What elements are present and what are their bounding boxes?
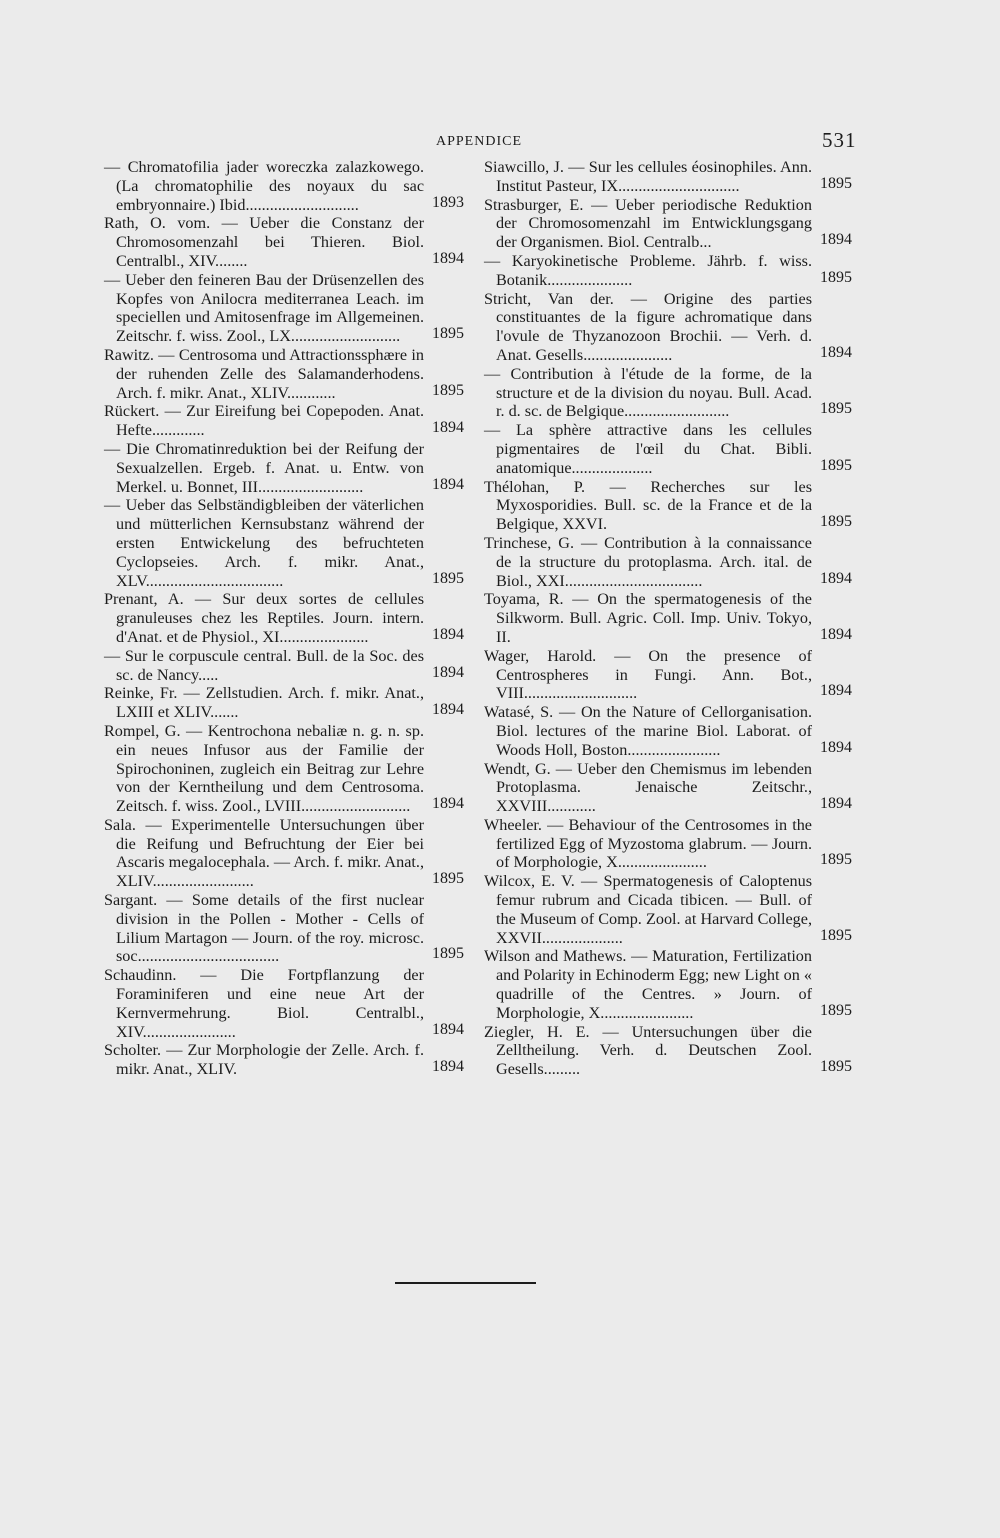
entry-year: 1895 <box>820 513 852 531</box>
bibliography-entry <box>104 590 464 646</box>
bibliography-entry <box>484 365 852 421</box>
page-header <box>0 128 1000 158</box>
entry-year: 1895 <box>820 926 852 944</box>
entry-year: 1894 <box>432 475 464 493</box>
entry-citation: Toyama, R. — On the spermatogenesis of the Silkworm. Bull. Agric. Coll. Imp. Univ. Tokyo, II. <box>484 590 812 646</box>
end-rule <box>395 1282 536 1284</box>
entry-citation: Wheeler. — Behaviour of the Centrosomes in the fertilized Egg of Myzostoma glabrum. — Journ. of Morphologie, X...................... <box>484 815 812 872</box>
entry-year: 1895 <box>432 569 464 587</box>
entry-citation: — Chromatofilia jader woreczka zalazkowego. (La chromatophilie des noyaux du sac embryonnaire.) Ibid............................ <box>104 158 424 214</box>
entry-citation: Stricht, Van der. — Origine des parties constituantes de la figure achromatique dans l'ovule de Thyzanozoon Brochii. — Verh. d. Anat. Gesells...................... <box>484 289 812 364</box>
entry-year: 1894 <box>820 682 852 700</box>
entry-citation: Sala. — Experimentelle Untersuchungen über die Reifung und Befruchtung der Eier bei Ascaris megalocephala. — Arch. f. mikr. Anat., XLIV......................... <box>104 815 424 891</box>
entry-citation: Scholter. — Zur Morphologie der Zelle. Arch. f. mikr. Anat., XLIV. <box>104 1041 424 1079</box>
bibliography-entry <box>104 496 464 590</box>
entry-citation: Trinchese, G. — Contribution à la connaissance de la structure du protoplasma. Arch. ital. de Biol., XXI.................................. <box>484 533 812 590</box>
entry-citation: Siawcillo, J. — Sur les cellules éosinophiles. Ann. Institut Pasteur, IX.............................. <box>484 158 812 195</box>
bibliography-entry <box>104 647 464 685</box>
entry-citation: — Contribution à l'étude de la forme, de la structure et de la division du noyau. Bull. Acad. r. d. sc. de Belgique.......................... <box>484 364 812 421</box>
bibliography-entry <box>484 872 852 947</box>
entry-citation: — Die Chromatinreduktion bei der Reifung der Sexualzellen. Ergeb. f. Anat. u. Entw. von Merkel. u. Bonnet, III.......................... <box>104 439 424 496</box>
entry-citation: Thélohan, P. — Recherches sur les Myxosporidies. Bull. sc. de la France et de la Belgique, XXVI. <box>484 477 812 534</box>
bibliography-entry <box>484 590 852 646</box>
entry-year: 1894 <box>432 249 464 267</box>
bibliography-entry <box>104 1041 464 1079</box>
running-title: APPENDICE <box>436 134 523 149</box>
entry-citation: Reinke, Fr. — Zellstudien. Arch. f. mikr. Anat., LXIII et XLIV....... <box>104 684 424 722</box>
bibliography-entry <box>484 196 852 252</box>
bibliography-entry <box>104 684 464 722</box>
entry-year: 1895 <box>820 268 852 286</box>
entry-year: 1894 <box>432 419 464 437</box>
entry-citation: Rawitz. — Centrosoma und Attractionssphære in der ruhenden Zelle des Salamanderhodens. Arch. f. mikr. Anat., XLIV............ <box>104 345 424 402</box>
entry-year: 1894 <box>432 1058 464 1076</box>
entry-year: 1895 <box>820 456 852 474</box>
bibliography-entry <box>484 1023 852 1079</box>
entry-citation: Wager, Harold. — On the presence of Centrospheres in Fungi. Ann. Bot., VIII............................ <box>484 646 812 703</box>
bibliography-entry <box>484 703 852 759</box>
entry-citation: — Sur le corpuscule central. Bull. de la Soc. des sc. de Nancy..... <box>104 646 424 684</box>
entry-year: 1894 <box>820 795 852 813</box>
entry-year: 1895 <box>432 870 464 888</box>
entry-year: 1894 <box>432 701 464 719</box>
page-number: 531 <box>822 128 857 152</box>
entry-year: 1894 <box>432 663 464 681</box>
bibliography-entry <box>484 760 852 816</box>
bibliography-entry <box>104 346 464 402</box>
entry-citation: — La sphère attractive dans les cellules pigmentaires de l'œil du Chat. Bibli. anatomique.................... <box>484 421 812 477</box>
entry-year: 1895 <box>820 1058 852 1076</box>
bibliography-entry <box>104 966 464 1041</box>
entry-year: 1894 <box>432 795 464 813</box>
bibliography-entry <box>484 421 852 477</box>
bibliography-entry <box>104 214 464 270</box>
bibliography-entry <box>104 722 464 816</box>
entry-citation: Wendt, G. — Ueber den Chemismus im lebenden Protoplasma. Jenaische Zeitschr., XXVIII............ <box>484 759 812 816</box>
bibliography-entry <box>104 891 464 966</box>
entry-citation: Strasburger, E. — Ueber periodische Reduktion der Chromosomenzahl im Entwicklungsgang der Organismen. Biol. Centralb... <box>484 195 812 252</box>
entry-year: 1894 <box>820 343 852 361</box>
entry-year: 1894 <box>820 738 852 756</box>
entry-year: 1894 <box>820 569 852 587</box>
entry-citation: Prenant, A. — Sur deux sortes de cellules granuleuses chez les Reptiles. Journ. intern. d'Anat. et de Physiol., XI...................... <box>104 590 424 646</box>
entry-year: 1895 <box>820 174 852 192</box>
entry-year: 1894 <box>820 231 852 249</box>
entry-year: 1895 <box>820 1001 852 1019</box>
bibliography-entry <box>484 158 852 196</box>
entry-year: 1893 <box>432 193 464 211</box>
bibliography-entry <box>104 440 464 496</box>
bibliography-entry <box>484 534 852 590</box>
entry-year: 1894 <box>432 625 464 643</box>
entry-citation: Schaudinn. — Die Fortpflanzung der Foraminiferen und eine neue Art der Kernvermehrung. Biol. Centralbl., XIV....................... <box>104 966 424 1041</box>
bibliography-entry <box>104 271 464 346</box>
entry-year: 1895 <box>820 851 852 869</box>
entry-year: 1895 <box>432 945 464 963</box>
entry-citation: — Karyokinetische Probleme. Jährb. f. wiss. Botanik..................... <box>484 251 812 289</box>
entry-citation: Rompel, G. — Kentrochona nebaliæ n. g. n. sp. ein neues Infusor aus der Familie der Spirochoninen, zugleich ein Beitrag zur Lehre von der Kerntheilung und dem Centrosoma. Zeitsch. f. wiss. Zool., LVIII........................... <box>104 721 424 816</box>
entry-citation: Watasé, S. — On the Nature of Cellorganisation. Biol. lectures of the marine Biol. Laborat. of Woods Holl, Boston....................... <box>484 703 812 759</box>
bibliography-entry <box>484 647 852 703</box>
bibliography-entry <box>104 816 464 891</box>
bibliography-entry <box>104 402 464 440</box>
entry-citation: Ziegler, H. E. — Untersuchungen über die Zelltheilung. Verh. d. Deutschen Zool. Gesells......... <box>484 1022 812 1079</box>
left-column <box>104 158 464 1079</box>
entry-citation: Wilcox, E. V. — Spermatogenesis of Caloptenus femur rubrum and Cicada tibicen. — Bull. of the Museum of Comp. Zool. at Harvard College, XXVII.................... <box>484 872 812 947</box>
entry-year: 1895 <box>432 325 464 343</box>
entry-year: 1894 <box>820 625 852 643</box>
entry-year: 1895 <box>820 400 852 418</box>
entry-citation: — Ueber den feineren Bau der Drüsenzellen des Kopfes von Anilocra mediterranea Leach. im speciellen und Amitosenfrage im Allgemeinen. Zeitschr. f. wiss. Zool., LX........................... <box>104 270 424 346</box>
entry-year: 1894 <box>432 1020 464 1038</box>
entry-citation: Rath, O. vom. — Ueber die Constanz der Chromosomenzahl bei Thieren. Biol. Centralbl., XIV........ <box>104 214 424 270</box>
entry-citation: Sargant. — Some details of the first nuclear division in the Pollen - Mother - Cells of Lilium Martagon — Journ. of the roy. microsc. soc................................... <box>104 891 424 966</box>
entry-citation: Wilson and Mathews. — Maturation, Fertilization and Polarity in Echinoderm Egg; new Light on « quadrille of the Centres. » Journ. of Morphologie, X....................... <box>484 947 812 1022</box>
bibliography-entry <box>484 947 852 1022</box>
right-column <box>484 158 852 1079</box>
bibliography-entry <box>484 478 852 534</box>
bibliography-entry <box>104 158 464 214</box>
bibliography-entry <box>484 290 852 365</box>
entry-citation: Rückert. — Zur Eireifung bei Copepoden. Anat. Hefte............. <box>104 402 424 440</box>
bibliography-entry <box>484 816 852 872</box>
entry-citation: — Ueber das Selbständigbleiben der väterlichen und mütterlichen Kernsubstanz während der ersten Entwickelung des befruchteten Cyclopseies. Arch. f. mikr. Anat., XLV.................................. <box>104 496 424 590</box>
entry-year: 1895 <box>432 381 464 399</box>
bibliography-entry <box>484 252 852 290</box>
